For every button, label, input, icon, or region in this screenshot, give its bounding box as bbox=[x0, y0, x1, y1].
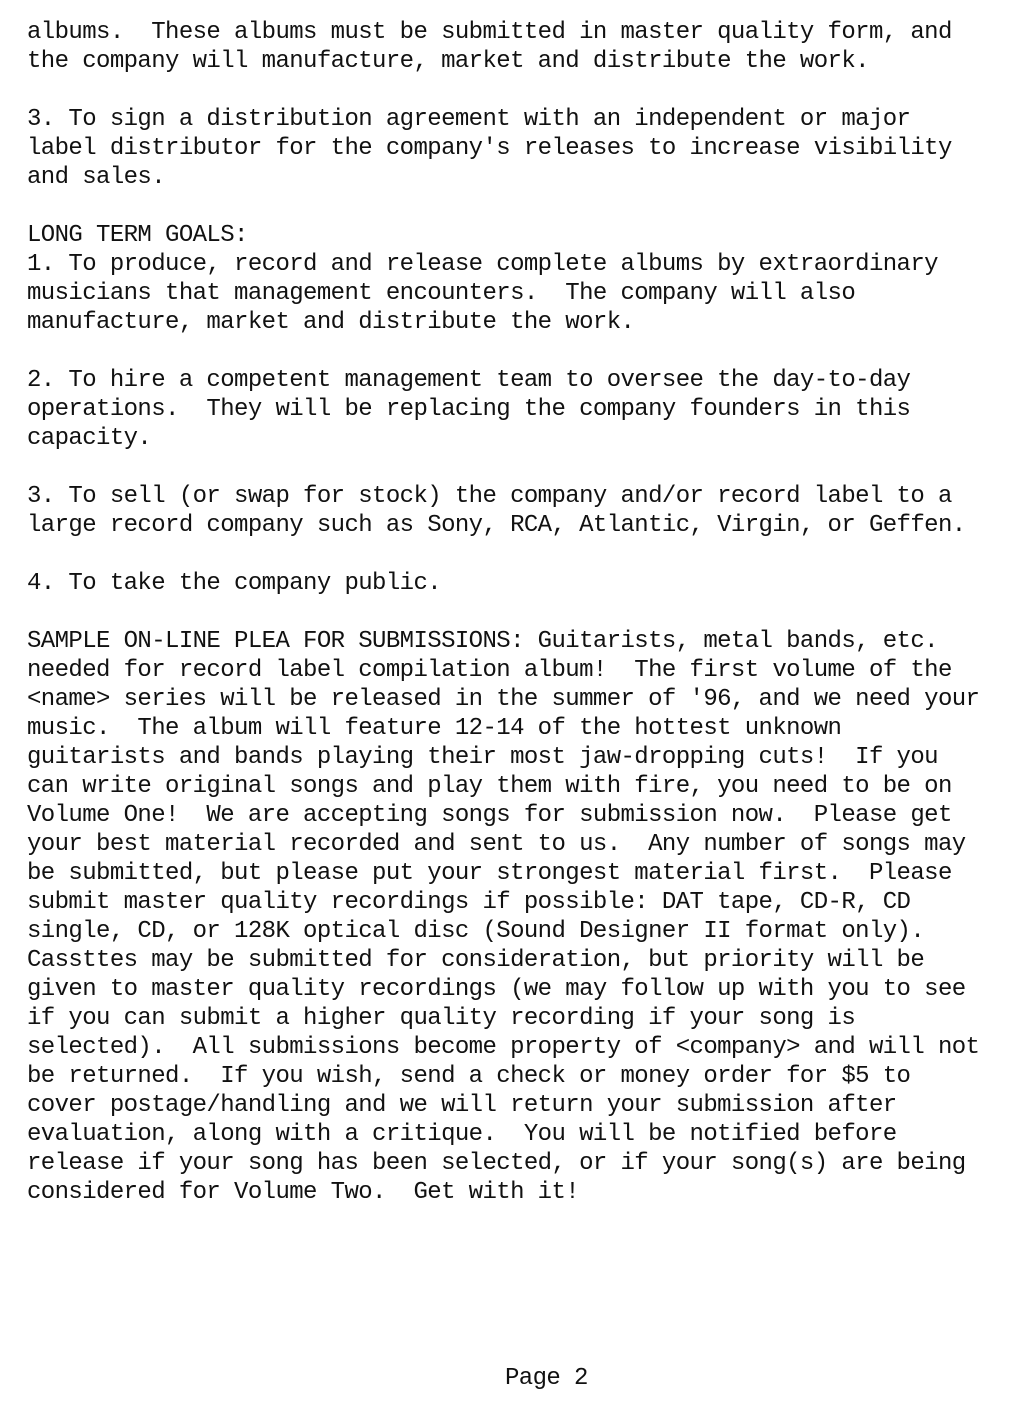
page-number: Page 2 bbox=[505, 1365, 588, 1392]
paragraph-spacer bbox=[27, 598, 1020, 627]
text-line: music. The album will feature 12-14 of the hottest unknown bbox=[27, 715, 842, 742]
text-line: submit master quality recordings if possible: DAT tape, CD-R, CD bbox=[27, 889, 911, 916]
text-line: single, CD, or 128K optical disc (Sound Designer II format only). bbox=[27, 918, 925, 945]
text-line: 3. To sell (or swap for stock) the company and/or record label to a bbox=[27, 483, 952, 510]
text-line: if you can submit a higher quality recording if your song is bbox=[27, 1005, 856, 1032]
paragraph-spacer bbox=[27, 540, 1020, 569]
text-line: given to master quality recordings (we may follow up with you to see bbox=[27, 976, 966, 1003]
long-term-goals bbox=[27, 221, 1020, 337]
text-line: musicians that management encounters. The company will also bbox=[27, 280, 856, 307]
text-line: considered for Volume Two. Get with it! bbox=[27, 1179, 580, 1206]
document-body bbox=[27, 18, 1020, 1207]
paragraph-albums-continued bbox=[27, 18, 1020, 76]
paragraph-spacer bbox=[27, 76, 1020, 105]
text-line: LONG TERM GOALS: bbox=[27, 222, 248, 249]
text-line: be submitted, but please put your strongest material first. Please bbox=[27, 860, 952, 887]
text-line: label distributor for the company's releases to increase visibility bbox=[27, 135, 952, 162]
text-line: guitarists and bands playing their most jaw-dropping cuts! If you bbox=[27, 744, 938, 771]
text-line: release if your song has been selected, or if your song(s) are being bbox=[27, 1150, 966, 1177]
paragraph-spacer bbox=[27, 192, 1020, 221]
text-line: Cassttes may be submitted for consideration, but priority will be bbox=[27, 947, 925, 974]
text-line: evaluation, along with a critique. You will be notified before bbox=[27, 1121, 897, 1148]
long-term-goal-3 bbox=[27, 482, 1020, 540]
text-line: albums. These albums must be submitted in master quality form, and bbox=[27, 19, 952, 46]
text-line: needed for record label compilation album! The first volume of the bbox=[27, 657, 952, 684]
text-line: 2. To hire a competent management team to oversee the day-to-day bbox=[27, 367, 911, 394]
text-line: capacity. bbox=[27, 425, 152, 452]
paragraph-spacer bbox=[27, 453, 1020, 482]
text-line: operations. They will be replacing the company founders in this bbox=[27, 396, 911, 423]
text-line: SAMPLE ON-LINE PLEA FOR SUBMISSIONS: Guitarists, metal bands, etc. bbox=[27, 628, 938, 655]
text-line: cover postage/handling and we will return your submission after bbox=[27, 1092, 897, 1119]
sample-plea-for-submissions bbox=[27, 627, 1020, 1207]
text-line: and sales. bbox=[27, 164, 166, 191]
paragraph-spacer bbox=[27, 337, 1020, 366]
text-line: Volume One! We are accepting songs for submission now. Please get bbox=[27, 802, 952, 829]
long-term-goal-2 bbox=[27, 366, 1020, 453]
text-line: 3. To sign a distribution agreement with an independent or major bbox=[27, 106, 911, 133]
text-line: your best material recorded and sent to us. Any number of songs may bbox=[27, 831, 966, 858]
long-term-goal-4 bbox=[27, 569, 1020, 598]
text-line: selected). All submissions become property of <company> and will not bbox=[27, 1034, 980, 1061]
text-line: the company will manufacture, market and distribute the work. bbox=[27, 48, 869, 75]
short-term-goal-3 bbox=[27, 105, 1020, 192]
text-line: <name> series will be released in the summer of '96, and we need your bbox=[27, 686, 980, 713]
text-line: can write original songs and play them with fire, you need to be on bbox=[27, 773, 952, 800]
text-line: manufacture, market and distribute the work. bbox=[27, 309, 635, 336]
text-line: large record company such as Sony, RCA, Atlantic, Virgin, or Geffen. bbox=[27, 512, 966, 539]
text-line: 1. To produce, record and release complete albums by extraordinary bbox=[27, 251, 938, 278]
text-line: 4. To take the company public. bbox=[27, 570, 442, 597]
text-line: be returned. If you wish, send a check or money order for $5 to bbox=[27, 1063, 911, 1090]
